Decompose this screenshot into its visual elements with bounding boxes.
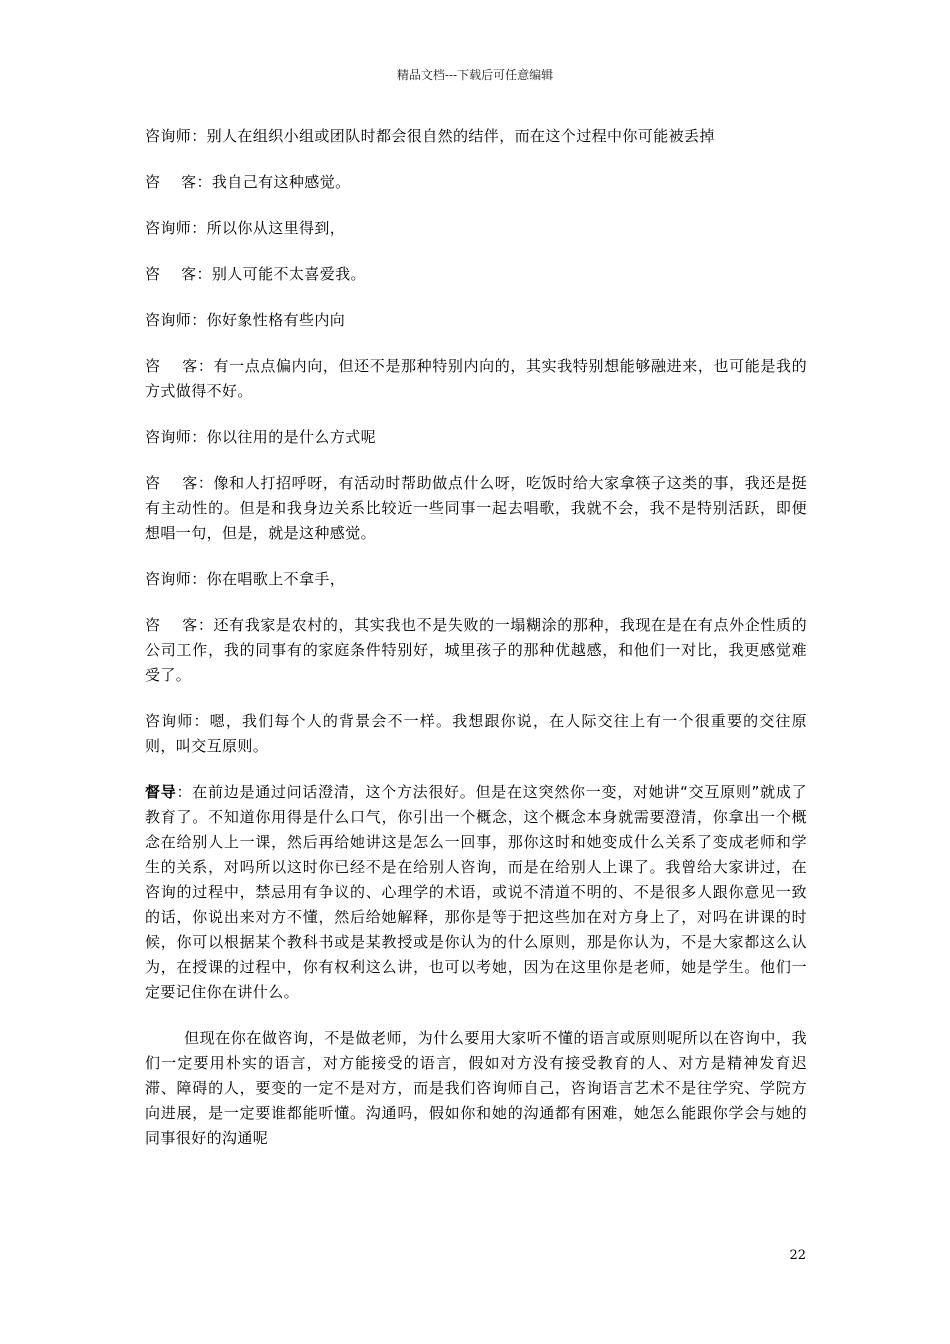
dialogue-line [145,354,807,404]
separator: ： [196,265,212,283]
document-body [145,124,807,1172]
dialogue-line [145,709,807,759]
dialogue-line [145,613,807,688]
dialogue-text: 嗯，我们每个人的背景会不一样。我想跟你说，在人际交往上有一个很重要的交往原则，叫交互原则。 [145,712,807,755]
dialogue-line [145,471,807,546]
separator: ： [196,173,212,191]
supervisor-text: 在前边是通过问话澄清，这个方法很好。但是在这突然你一变，对她讲“交互原则”就成了教育了。不知道你用得是什么口气，你引出一个概念，这个概念本身就需要澄清，你拿出一个概念在给别人上一课，然后再给她讲这是怎么一回事，那你这时和她变成什么关系了变成老师和学生的关系，对吗所以这时你已经不是在给别人咨询，而是在给别人上课了。我曾给大家讲过，在咨询的过程中，禁忌用有争议的、心理学的术语，或说不清道不明的、不是很多人跟你意见一致的话，你说出来对方不懂，然后给她解释，那你是等于把这些加在对方身上了，对吗在讲课的时候，你可以根据某个教科书或是某教授或是你认为的什么原则，那是你认为，不是大家都这么认为，在授课的过程中，你有权利这么讲，也可以考她，因为在这里你是老师，她是学生。他们一定要记住你在讲什么。 [145,783,807,1001]
dialogue-text: 别人在组织小组或团队时都会很自然的结伴，而在这个过程中你可能被丢掉 [206,127,715,145]
dialogue-text: 你好象性格有些内向 [206,311,346,329]
separator: ： [191,311,207,329]
dialogue-text: 还有我家是农村的，其实我也不是失败的一塌糊涂的那种，我现在是在有点外企性质的公司工作，我的同事有的家庭条件特别好，城里孩子的那种优越感，和他们一对比，我更感觉难受了。 [145,616,807,684]
dialogue-line [145,124,807,149]
dialogue-line [145,216,807,241]
separator: ： [197,474,214,492]
speaker-label: 咨询师 [145,311,192,329]
closing-paragraph: 但现在你在做咨询，不是做老师，为什么要用大家听不懂的语言或原则呢所以在咨询中，我们一定要用朴实的语言，对方能接受的语言，假如对方没有接受教育的人、对方是精神发育迟滞、障碍的人，要变的一定不是对方，而是我们咨询师自己，咨询语言艺术不是往学究、学院方向进展，是一定要谁都能听懂。沟通吗，假如你和她的沟通都有困难，她怎么能跟你学会与她的同事很好的沟通呢 [145,1029,807,1147]
dialogue-line [145,567,807,592]
dialogue-text: 你以往用的是什么方式呢 [206,428,377,446]
speaker-label: 咨 客 [145,474,198,492]
dialogue-text: 有一点点偏内向，但还不是那种特别内向的，其实我特别想能够融进来，也可能是我的方式做得不好。 [145,357,807,400]
separator: ： [191,428,207,446]
dialogue-text: 我自己有这种感觉。 [211,173,351,191]
supervisor-comment [145,780,807,1005]
dialogue-line [145,308,807,333]
separator: ： [191,570,207,588]
page-number: 22 [789,1248,806,1263]
dialogue-text: 你在唱歌上不拿手， [206,570,346,588]
dialogue-text: 像和人打招呼呀，有活动时帮助做点什么呀，吃饭时给大家拿筷子这类的事，我还是挺有主动性的。但是和我身边关系比较近一些同事一起去唱歌，我就不会，我不是特别活跃，即便想唱一句，但是，就是这种感觉。 [145,474,807,542]
speaker-label: 咨 客 [145,173,197,191]
speaker-label: 咨 客 [145,616,198,634]
speaker-label: 咨询师 [145,570,192,588]
separator: ： [191,127,207,145]
separator: ： [176,783,193,801]
separator: ： [197,616,214,634]
supervisor-label: 督导 [145,783,177,801]
separator: ： [193,712,210,730]
dialogue-line [145,262,807,287]
dialogue-line [145,425,807,450]
speaker-label: 咨询师 [145,127,192,145]
dialogue-line [145,170,807,195]
speaker-label: 咨 客 [145,265,197,283]
speaker-label: 咨询师 [145,712,194,730]
page-header: 精品文档---下载后可任意编辑 [396,68,554,82]
speaker-label: 咨询师 [145,219,192,237]
speaker-label: 咨询师 [145,428,192,446]
speaker-label: 咨 客 [145,357,198,375]
dialogue-text: 所以你从这里得到， [206,219,346,237]
separator: ： [197,357,214,375]
dialogue-text: 别人可能不太喜爱我。 [211,265,366,283]
separator: ： [191,219,207,237]
